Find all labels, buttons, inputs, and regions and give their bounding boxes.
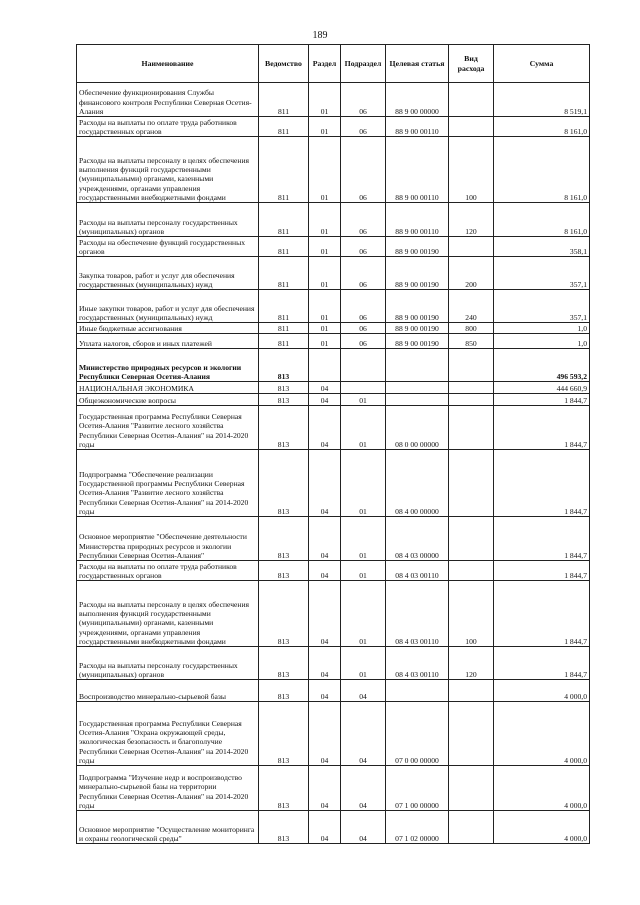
cell-subsection: 06 <box>341 203 386 237</box>
header-name: Наименование <box>77 45 259 83</box>
table-row <box>77 349 590 382</box>
cell-name: Основное мероприятие "Обеспечение деятельности Министерства природных ресурсов и экологии Республики Северная Осетия-Алания" <box>77 517 259 561</box>
cell-dept: 813 <box>259 406 309 450</box>
cell-type: 850 <box>449 334 494 349</box>
table-row <box>77 117 590 137</box>
cell-subsection: 01 <box>341 561 386 581</box>
cell-type <box>449 117 494 137</box>
cell-sum: 4 000,0 <box>494 702 590 766</box>
cell-sum: 1 844,7 <box>494 517 590 561</box>
cell-subsection: 01 <box>341 450 386 517</box>
cell-section: 04 <box>309 450 341 517</box>
cell-dept: 813 <box>259 680 309 702</box>
cell-target: 88 9 00 00190 <box>386 257 449 290</box>
cell-sum: 1 844,7 <box>494 406 590 450</box>
header-subsection: Подраздел <box>341 45 386 83</box>
cell-name: Уплата налогов, сборов и иных платежей <box>77 334 259 349</box>
table-row <box>77 766 590 811</box>
cell-section: 01 <box>309 117 341 137</box>
table-row <box>77 406 590 450</box>
cell-target: 08 0 00 00000 <box>386 406 449 450</box>
cell-type <box>449 406 494 450</box>
cell-name: Закупка товаров, работ и услуг для обеспечения государственных (муниципальных) нужд <box>77 257 259 290</box>
cell-section: 04 <box>309 766 341 811</box>
cell-name: Иные бюджетные ассигнования <box>77 323 259 334</box>
cell-subsection: 01 <box>341 647 386 680</box>
cell-subsection: 06 <box>341 257 386 290</box>
cell-sum: 357,1 <box>494 290 590 323</box>
cell-section: 01 <box>309 83 341 117</box>
cell-target: 08 4 03 00110 <box>386 561 449 581</box>
header-target: Целевая статья <box>386 45 449 83</box>
cell-target <box>386 349 449 382</box>
table-header-row <box>77 45 590 83</box>
cell-section: 04 <box>309 382 341 394</box>
cell-subsection: 01 <box>341 581 386 647</box>
cell-section: 04 <box>309 406 341 450</box>
cell-subsection: 04 <box>341 811 386 844</box>
cell-name: НАЦИОНАЛЬНАЯ ЭКОНОМИКА <box>77 382 259 394</box>
cell-name: Расходы на выплаты персоналу в целях обеспечения выполнения функций государственными (муниципальными) органами, казенными учреждениями, органами управления государственными внебюджетными фондами <box>77 581 259 647</box>
cell-dept: 813 <box>259 766 309 811</box>
cell-name: Государственная программа Республики Северная Осетия-Алания "Развитие лесного хозяйства Республики Северная Осетия-Алания" на 2014-2020 годы <box>77 406 259 450</box>
table-row <box>77 83 590 117</box>
cell-section: 04 <box>309 581 341 647</box>
cell-section: 01 <box>309 137 341 203</box>
table-row <box>77 137 590 203</box>
table-row <box>77 811 590 844</box>
cell-section: 04 <box>309 647 341 680</box>
cell-name: Основное мероприятие "Осуществление мониторинга и охраны геологической среды" <box>77 811 259 844</box>
cell-sum: 8 161,0 <box>494 117 590 137</box>
cell-name: Расходы на выплаты персоналу в целях обеспечения выполнения функций государственными (муниципальными) органами, казенными учреждениями, органами управления государственными внебюджетными фондами <box>77 137 259 203</box>
cell-type <box>449 561 494 581</box>
table-row <box>77 323 590 334</box>
cell-dept: 813 <box>259 394 309 406</box>
cell-section: 01 <box>309 203 341 237</box>
cell-type: 100 <box>449 581 494 647</box>
cell-sum: 1 844,7 <box>494 581 590 647</box>
header-sum: Сумма <box>494 45 590 83</box>
cell-subsection: 04 <box>341 766 386 811</box>
cell-dept: 813 <box>259 581 309 647</box>
cell-sum: 1 844,7 <box>494 647 590 680</box>
cell-target: 88 9 00 00190 <box>386 323 449 334</box>
cell-sum: 1 844,7 <box>494 561 590 581</box>
cell-dept: 813 <box>259 517 309 561</box>
cell-target: 88 9 00 00000 <box>386 83 449 117</box>
cell-subsection <box>341 382 386 394</box>
cell-sum: 358,1 <box>494 237 590 257</box>
cell-subsection: 06 <box>341 237 386 257</box>
cell-target: 88 9 00 00110 <box>386 203 449 237</box>
cell-sum: 4 000,0 <box>494 811 590 844</box>
cell-target: 07 0 00 00000 <box>386 702 449 766</box>
cell-target: 88 9 00 00110 <box>386 137 449 203</box>
cell-name: Министерство природных ресурсов и экологии Республики Северная Осетия-Алания <box>77 349 259 382</box>
cell-name: Расходы на выплаты персоналу государственных (муниципальных) органов <box>77 203 259 237</box>
cell-subsection: 06 <box>341 83 386 117</box>
cell-name: Расходы на обеспечение функций государственных органов <box>77 237 259 257</box>
cell-subsection: 01 <box>341 394 386 406</box>
cell-section: 04 <box>309 702 341 766</box>
cell-name: Подпрограмма "Изучение недр и воспроизводство минерально-сырьевой базы на территории Республики Северная Осетия-Алания" на 2014-2020 годы <box>77 766 259 811</box>
cell-type: 800 <box>449 323 494 334</box>
cell-sum: 357,1 <box>494 257 590 290</box>
cell-dept: 813 <box>259 702 309 766</box>
cell-dept: 811 <box>259 117 309 137</box>
cell-dept: 811 <box>259 323 309 334</box>
cell-dept: 811 <box>259 237 309 257</box>
cell-dept: 813 <box>259 811 309 844</box>
cell-sum: 8 161,0 <box>494 137 590 203</box>
cell-target: 88 9 00 00110 <box>386 117 449 137</box>
cell-subsection: 06 <box>341 323 386 334</box>
table-row <box>77 702 590 766</box>
cell-name: Общеэкономические вопросы <box>77 394 259 406</box>
cell-sum: 4 000,0 <box>494 766 590 811</box>
cell-subsection: 06 <box>341 334 386 349</box>
cell-type <box>449 237 494 257</box>
cell-subsection: 06 <box>341 137 386 203</box>
cell-section: 04 <box>309 394 341 406</box>
cell-sum: 444 660,9 <box>494 382 590 394</box>
cell-section <box>309 349 341 382</box>
cell-subsection: 01 <box>341 406 386 450</box>
table-row <box>77 290 590 323</box>
cell-sum: 1 844,7 <box>494 394 590 406</box>
table-row <box>77 647 590 680</box>
cell-dept: 811 <box>259 290 309 323</box>
cell-type <box>449 766 494 811</box>
cell-target: 08 4 03 00000 <box>386 517 449 561</box>
cell-name: Обеспечение функционирования Службы финансового контроля Республики Северная Осетия-Алания <box>77 83 259 117</box>
cell-dept: 811 <box>259 137 309 203</box>
cell-subsection: 01 <box>341 517 386 561</box>
cell-section: 01 <box>309 323 341 334</box>
cell-subsection: 06 <box>341 290 386 323</box>
cell-type <box>449 450 494 517</box>
cell-type <box>449 702 494 766</box>
cell-name: Расходы на выплаты персоналу государственных (муниципальных) органов <box>77 647 259 680</box>
cell-target: 88 9 00 00190 <box>386 237 449 257</box>
cell-target: 08 4 03 00110 <box>386 581 449 647</box>
cell-sum: 4 000,0 <box>494 680 590 702</box>
table-row <box>77 203 590 237</box>
budget-table <box>76 44 590 844</box>
table-row <box>77 334 590 349</box>
cell-target: 08 4 03 00110 <box>386 647 449 680</box>
table-row <box>77 394 590 406</box>
cell-dept: 811 <box>259 334 309 349</box>
table-row <box>77 257 590 290</box>
cell-type: 120 <box>449 647 494 680</box>
cell-target: 08 4 00 00000 <box>386 450 449 517</box>
cell-dept: 813 <box>259 561 309 581</box>
cell-sum: 8 161,0 <box>494 203 590 237</box>
cell-target: 07 1 00 00000 <box>386 766 449 811</box>
cell-type: 200 <box>449 257 494 290</box>
cell-type: 100 <box>449 137 494 203</box>
cell-section: 01 <box>309 334 341 349</box>
cell-sum: 8 519,1 <box>494 83 590 117</box>
cell-type <box>449 394 494 406</box>
header-type: Вид расхода <box>449 45 494 83</box>
cell-sum: 1 844,7 <box>494 450 590 517</box>
cell-dept: 811 <box>259 257 309 290</box>
cell-sum: 1,0 <box>494 334 590 349</box>
cell-name: Расходы на выплаты по оплате труда работников государственных органов <box>77 561 259 581</box>
table-row <box>77 237 590 257</box>
cell-type <box>449 680 494 702</box>
cell-type <box>449 349 494 382</box>
cell-type <box>449 382 494 394</box>
cell-target <box>386 680 449 702</box>
cell-type <box>449 83 494 117</box>
cell-type <box>449 811 494 844</box>
cell-sum: 1,0 <box>494 323 590 334</box>
cell-name: Подпрограмма "Обеспечение реализации Государственной программы Республики Северная Осетия-Алания "Развитие лесного хозяйства Республики Северная Осетия-Алания" на 2014-2020 годы <box>77 450 259 517</box>
cell-type: 240 <box>449 290 494 323</box>
header-section: Раздел <box>309 45 341 83</box>
cell-section: 04 <box>309 561 341 581</box>
cell-type <box>449 517 494 561</box>
cell-subsection <box>341 349 386 382</box>
cell-target: 07 1 02 00000 <box>386 811 449 844</box>
header-dept: Ведомство <box>259 45 309 83</box>
cell-section: 04 <box>309 517 341 561</box>
cell-name: Государственная программа Республики Северная Осетия-Алания "Охрана окружающей среды, экологическая безопасность и благополучие Республики Северная Осетия-Алания" на 2014-2020 годы <box>77 702 259 766</box>
table-row <box>77 450 590 517</box>
cell-subsection: 04 <box>341 702 386 766</box>
cell-section: 01 <box>309 290 341 323</box>
page-number: 189 <box>312 30 328 41</box>
cell-target: 88 9 00 00190 <box>386 334 449 349</box>
table-row <box>77 517 590 561</box>
table-row <box>77 680 590 702</box>
cell-dept: 813 <box>259 349 309 382</box>
cell-subsection: 06 <box>341 117 386 137</box>
cell-dept: 811 <box>259 83 309 117</box>
cell-dept: 813 <box>259 382 309 394</box>
cell-target <box>386 382 449 394</box>
cell-target <box>386 394 449 406</box>
cell-section: 04 <box>309 680 341 702</box>
cell-section: 01 <box>309 257 341 290</box>
cell-dept: 811 <box>259 203 309 237</box>
cell-target: 88 9 00 00190 <box>386 290 449 323</box>
cell-section: 04 <box>309 811 341 844</box>
cell-name: Иные закупки товаров, работ и услуг для обеспечения государственных (муниципальных) нужд <box>77 290 259 323</box>
table-row <box>77 382 590 394</box>
cell-sum: 496 593,2 <box>494 349 590 382</box>
cell-subsection: 04 <box>341 680 386 702</box>
cell-section: 01 <box>309 237 341 257</box>
cell-dept: 813 <box>259 450 309 517</box>
table-body <box>77 83 590 844</box>
cell-dept: 813 <box>259 647 309 680</box>
cell-name: Расходы на выплаты по оплате труда работников государственных органов <box>77 117 259 137</box>
table-row <box>77 561 590 581</box>
cell-name: Воспроизводство минерально-сырьевой базы <box>77 680 259 702</box>
cell-type: 120 <box>449 203 494 237</box>
table-row <box>77 581 590 647</box>
